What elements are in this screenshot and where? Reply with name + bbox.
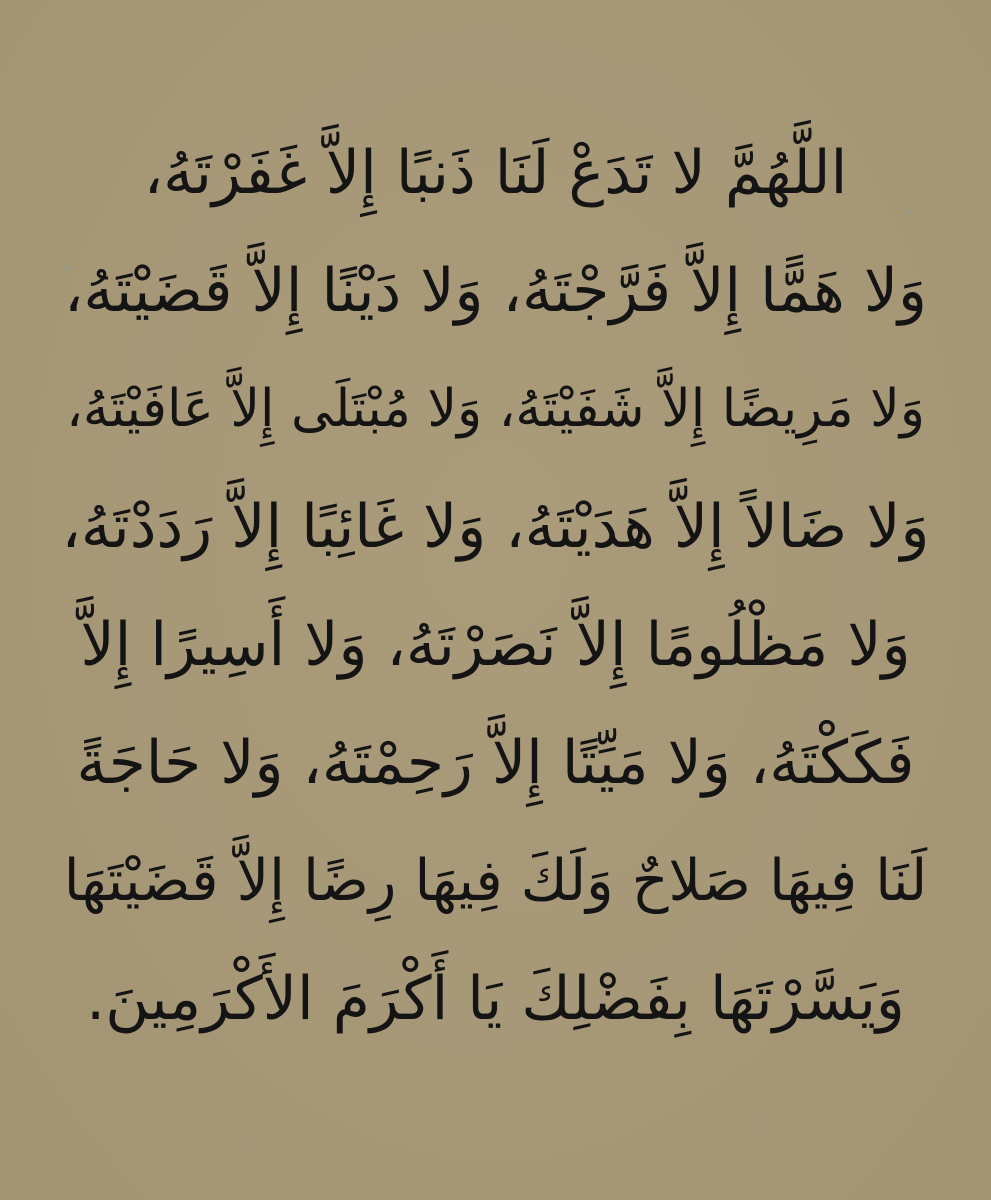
prayer-line-4: وَلا ضَالاً إِلاَّ هَدَيْتَهُ، وَلا غَائِبًا إِلاَّ رَدَدْتَهُ، [61, 492, 930, 562]
prayer-line-5: وَلا مَظْلُومًا إِلاَّ نَصَرْتَهُ، وَلا أَسِيرًا إِلاَّ [80, 610, 911, 680]
prayer-line-7: لَنَا فِيهَا صَلاحٌ وَلَكَ فِيهَا رِضًا إِلاَّ قَضَيْتَهَا [63, 847, 928, 914]
prayer-line-3: وَلا مَرِيضًا إِلاَّ شَفَيْتَهُ، وَلا مُبْتَلَى إِلاَّ عَافَيْتَهُ، [66, 379, 925, 439]
prayer-line-6: فَكَكْتَهُ، وَلا مَيِّتًا إِلاَّ رَحِمْتَهُ، وَلا حَاجَةً [76, 728, 915, 798]
prayer-line-2: وَلا هَمًّا إِلاَّ فَرَّجْتَهُ، وَلا دَيْنًا إِلاَّ قَضَيْتَهُ، [63, 256, 928, 326]
prayer-line-8: وَيَسَّرْتَهَا بِفَضْلِكَ يَا أَكْرَمَ الأَكْرَمِينَ. [86, 964, 905, 1034]
prayer-text-block [60, 118, 931, 1078]
prayer-line-1: اللَّهُمَّ لا تَدَعْ لَنَا ذَنبًا إِلاَّ غَفَرْتَهُ، [143, 138, 848, 208]
